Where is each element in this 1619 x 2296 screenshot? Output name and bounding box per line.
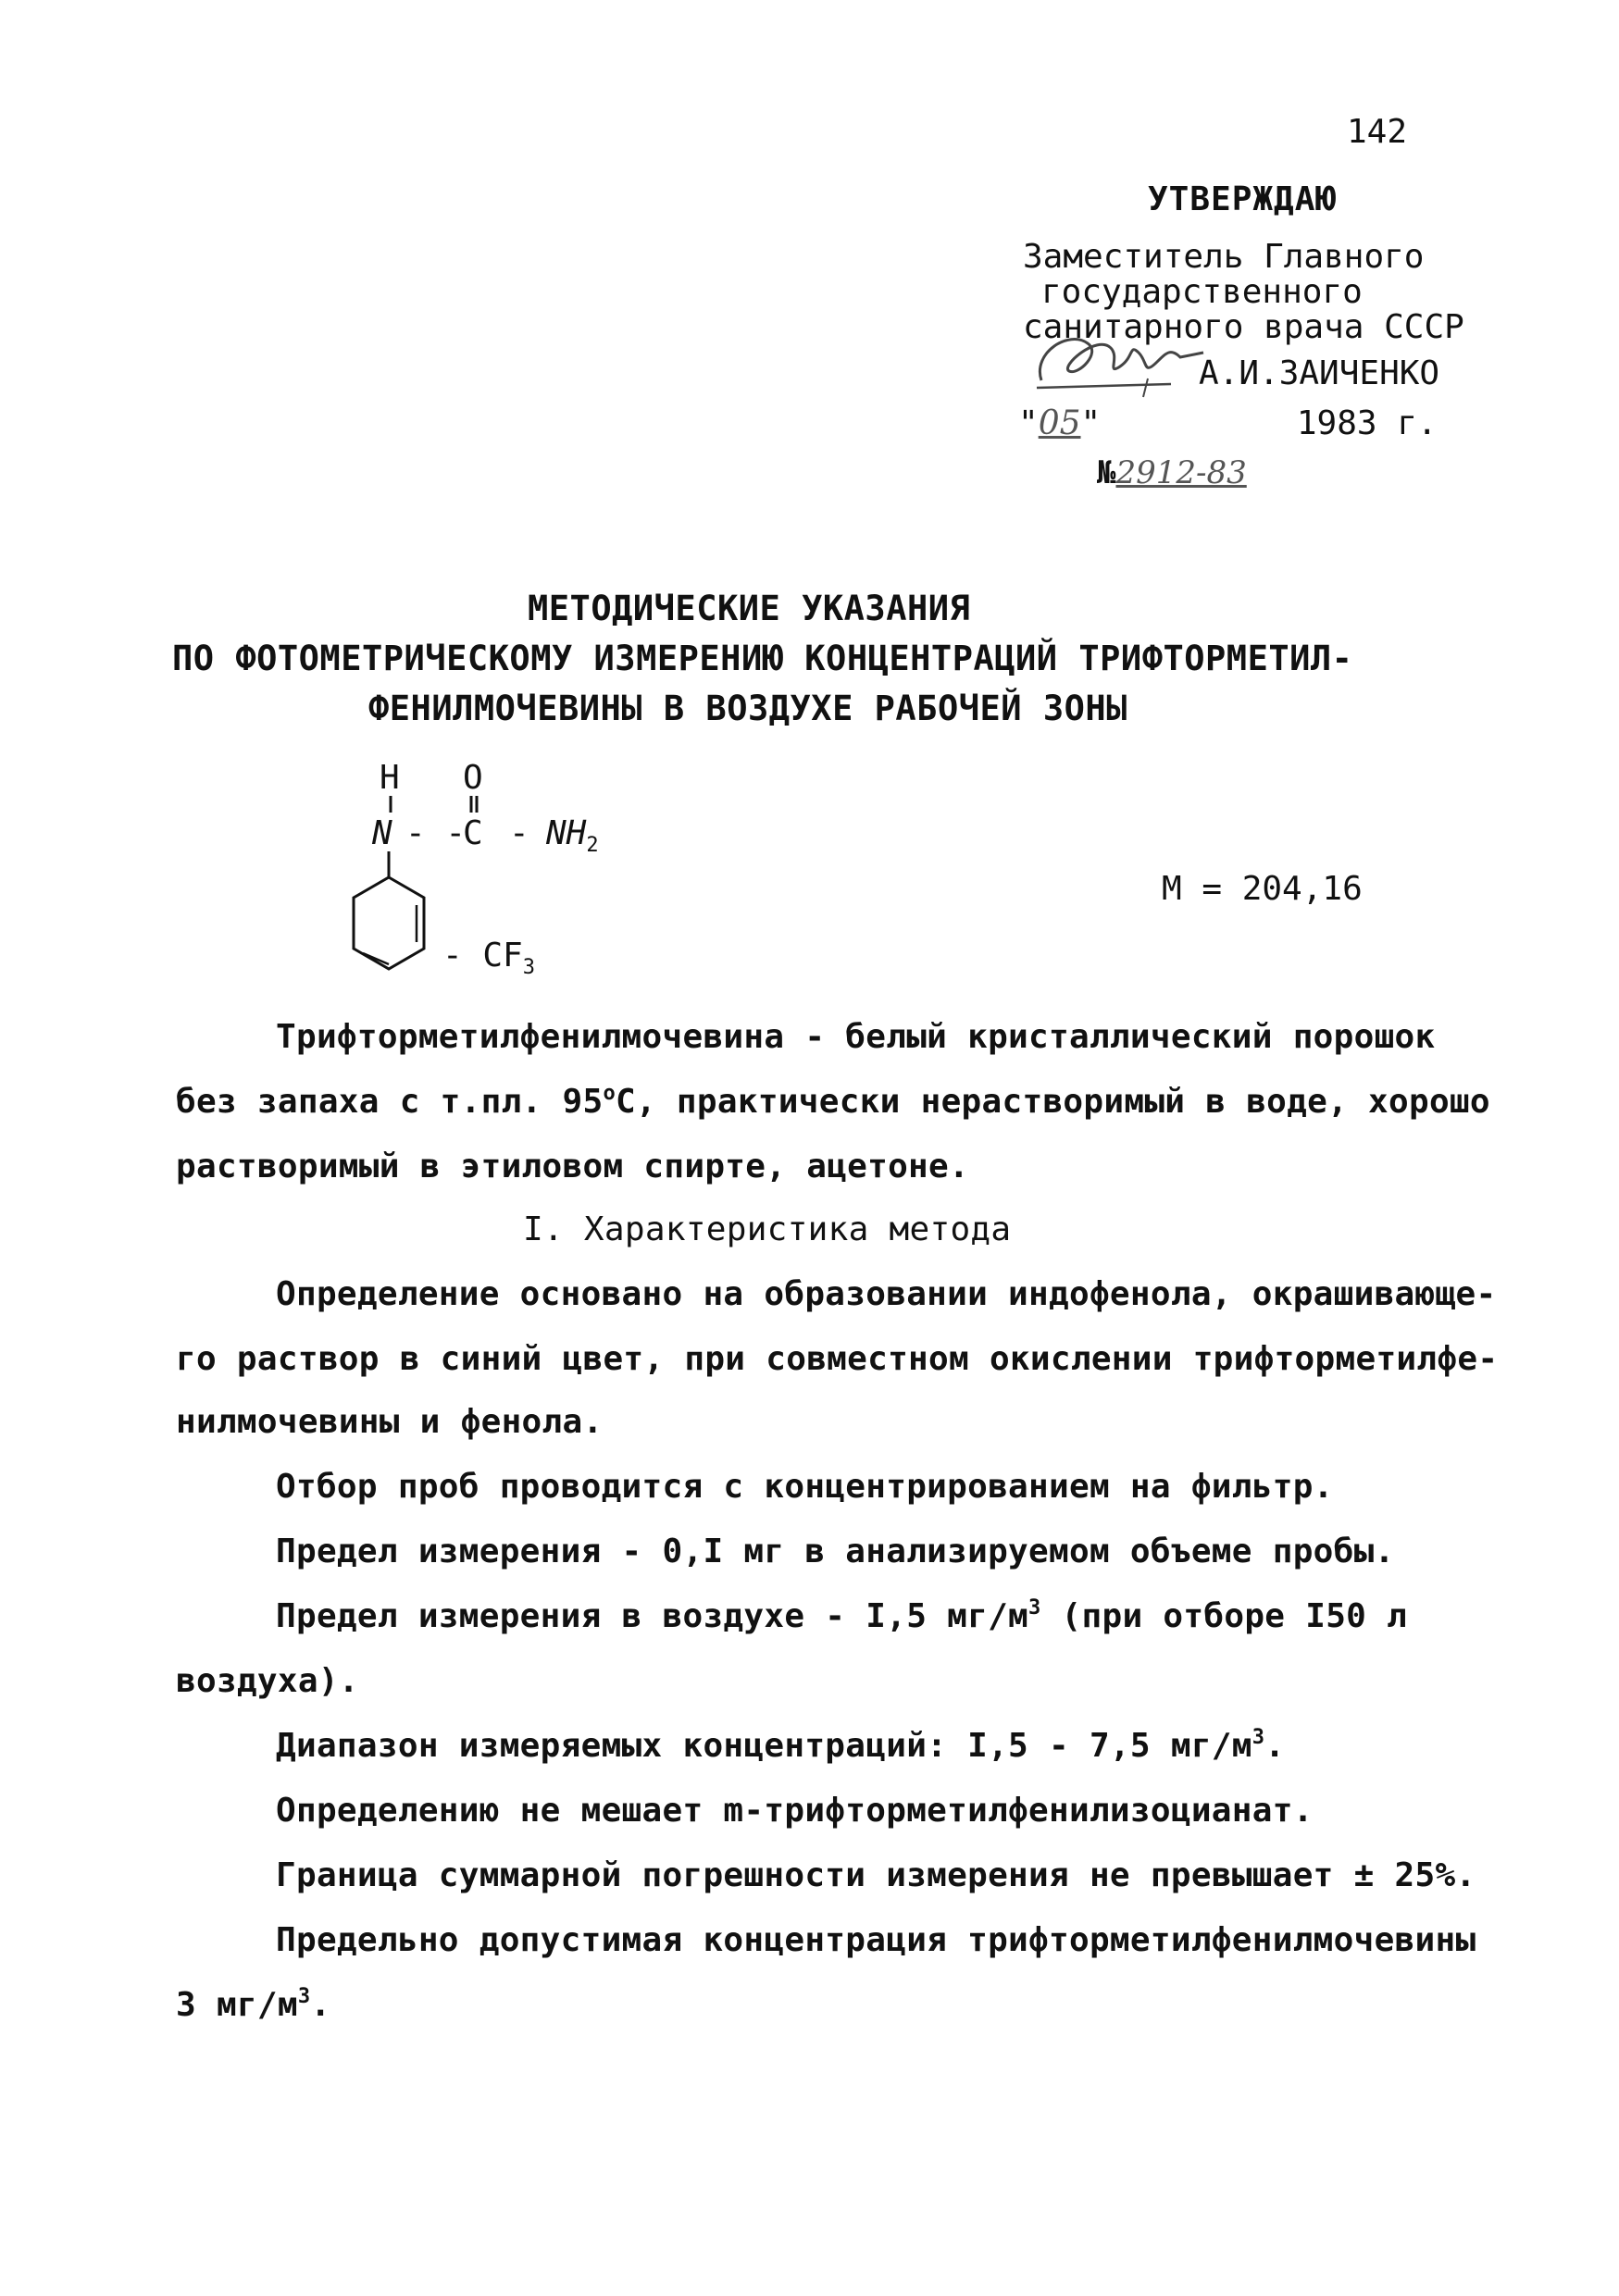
method-p6: Определению не мешает m-трифторметилфенилизоцианат. (276, 1792, 1314, 1830)
formula-atom-c: C (463, 814, 483, 852)
section-heading: I. Характеристика метода (523, 1210, 1012, 1248)
intro-line-2: без запаха с т.пл. $95^оС$, практически нерастворимый в воде, хорошо (176, 1082, 1490, 1121)
intro-line-3: растворимый в этиловом спирте, ацетоне. (176, 1148, 969, 1185)
method-p2: Отбор проб проводится с концентрированием на фильтр. (276, 1468, 1334, 1506)
method-p1-line-3: нилмочевины и фенола. (176, 1403, 604, 1441)
method-p5: Диапазон измеряемых концентраций: I,5 - 7,5 $мг/м^3$. (276, 1726, 1286, 1765)
approver-name: А.И.ЗАИЧЕНКО (1199, 354, 1440, 392)
formula-atom-h: H (380, 759, 400, 797)
approver-position-line1: Заместитель Главного (1023, 238, 1425, 276)
formula-bond-dash: - - (405, 814, 467, 852)
method-p3: Предел измерения - 0,I мг в анализируемом объеме пробы. (276, 1533, 1395, 1570)
formula-bond-dash-2: - (509, 814, 529, 852)
approval-date: "05" 1983 г. (1018, 404, 1438, 442)
method-p1-line-1: Определение основано на образовании индофенола, окрашивающе- (276, 1275, 1497, 1313)
formula-atom-o: O (463, 759, 483, 797)
method-p7: Граница суммарной погрешности измерения не превышает ± 25%. (276, 1856, 1476, 1894)
structural-formula (352, 759, 666, 999)
approver-position-line3: санитарного врача СССР (1023, 308, 1464, 346)
method-p4-line-1: Предел измерения в воздухе - I,5 $мг/м^3$ (при отборе I50 л (276, 1596, 1408, 1635)
approval-number: №2912-83 (1097, 454, 1247, 491)
approver-position-line2: государственного (1041, 273, 1363, 311)
title-line-2: ПО ФОТОМЕТРИЧЕСКОМУ ИЗМЕРЕНИЮ КОНЦЕНТРАЦИЙ ТРИФТОРМЕТИЛ- (172, 639, 1353, 678)
formula-atom-n: N (372, 814, 392, 852)
molecular-weight: М = 204,16 (1162, 870, 1363, 908)
method-p4-line-2: воздуха). (176, 1662, 359, 1700)
title-line-1: МЕТОДИЧЕСКИЕ УКАЗАНИЯ (528, 589, 971, 628)
formula-group-cf3: - $CF_3$ (442, 937, 535, 979)
formula-group-nh2: $NH_2$ (546, 814, 599, 857)
signature-image (1032, 325, 1208, 399)
intro-line-1: Трифторметилфенилмочевина - белый кристаллический порошок (276, 1018, 1436, 1056)
method-p8-line-1: Предельно допустимая концентрация трифторметилфенилмочевины (276, 1921, 1476, 1959)
page-number: 142 (1347, 113, 1408, 151)
approval-title: УТВЕРЖДАЮ (1148, 180, 1338, 218)
method-p8-line-2: 3 $мг/м^3$. (176, 1985, 331, 2024)
title-line-3: ФЕНИЛМОЧЕВИНЫ В ВОЗДУХЕ РАБОЧЕЙ ЗОНЫ (368, 689, 1127, 728)
method-p1-line-2: го раствор в синий цвет, при совместном окислении трифторметилфе- (176, 1340, 1499, 1378)
